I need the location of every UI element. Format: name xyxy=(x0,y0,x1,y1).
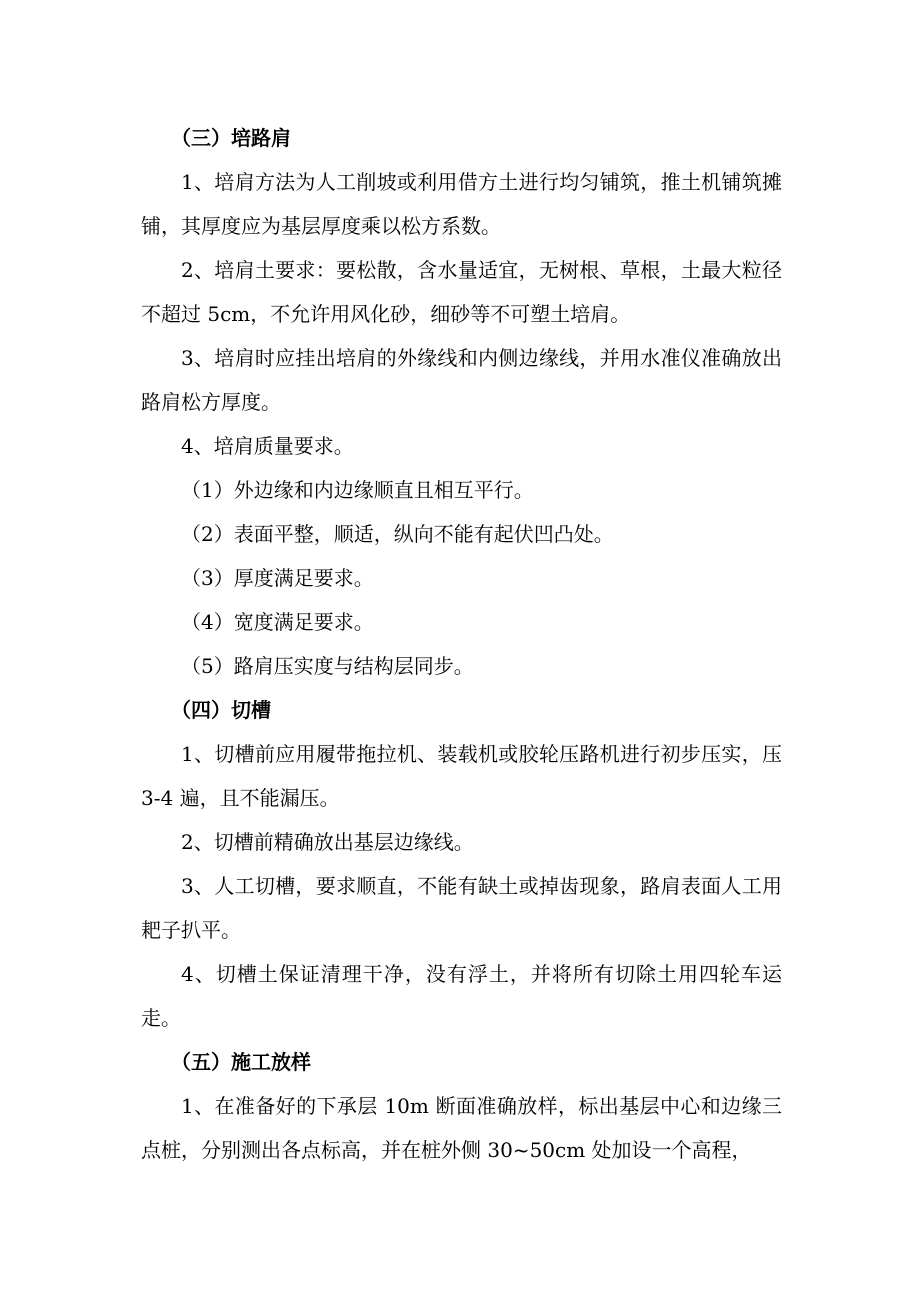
list-item: （4）宽度满足要求。 xyxy=(181,610,374,634)
section-heading-staking: （五）施工放样 xyxy=(171,1050,311,1074)
list-item: （3）厚度满足要求。 xyxy=(181,566,374,590)
list-item: （2）表面平整，顺适，纵向不能有起伏凹凸处。 xyxy=(181,522,614,546)
list-item: （1）外边缘和内边缘顺直且相互平行。 xyxy=(181,478,534,502)
paragraph: 4、切槽土保证清理干净，没有浮土，并将所有切除土用四轮车运走。 xyxy=(141,962,782,1030)
list-item: （5）路肩压实度与结构层同步。 xyxy=(181,654,474,678)
paragraph: 3、培肩时应挂出培肩的外缘线和内侧边缘线，并用水准仪准确放出路肩松方厚度。 xyxy=(141,346,782,414)
paragraph: 1、培肩方法为人工削坡或利用借方土进行均匀铺筑，推土机铺筑摊铺，其厚度应为基层厚度乘以松方系数。 xyxy=(141,170,782,238)
paragraph: 1、在准备好的下承层 10m 断面准确放样，标出基层中心和边缘三点桩，分别测出各点标高，并在桩外侧 30~50cm 处加设一个高程， xyxy=(141,1094,782,1162)
paragraph: 1、切槽前应用履带拖拉机、装载机或胶轮压路机进行初步压实，压 3-4 遍，且不能漏压。 xyxy=(141,742,782,810)
section-heading-grooving: （四）切槽 xyxy=(171,698,271,722)
section-heading-shoulder: （三）培路肩 xyxy=(171,126,291,150)
paragraph: 2、培肩土要求：要松散，含水量适宜，无树根、草根，土最大粒径不超过 5cm，不允许用风化砂，细砂等不可塑土培肩。 xyxy=(141,258,782,326)
paragraph: 2、切槽前精确放出基层边缘线。 xyxy=(181,830,474,854)
paragraph: 4、培肩质量要求。 xyxy=(181,434,354,458)
paragraph: 3、人工切槽，要求顺直，不能有缺土或掉齿现象，路肩表面人工用耙子扒平。 xyxy=(141,874,782,942)
